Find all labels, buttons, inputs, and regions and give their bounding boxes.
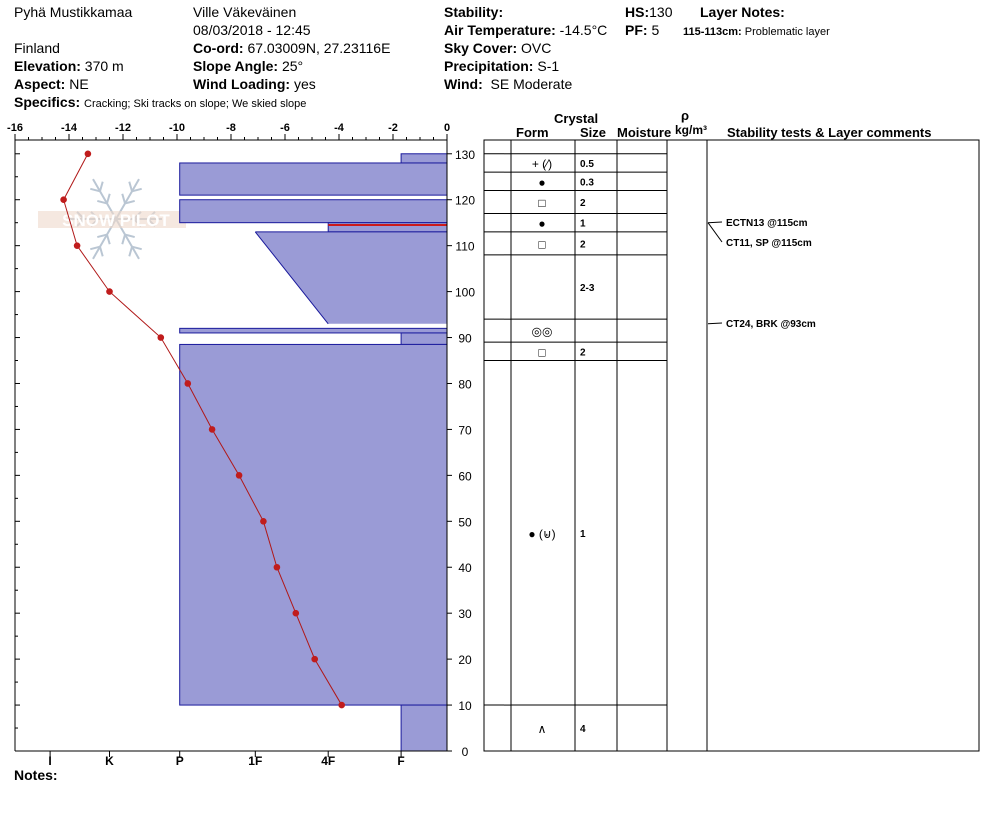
layer-size-1: 0.3 xyxy=(580,177,594,189)
height-tick-label: 10 xyxy=(458,699,472,714)
coord-label: Co-ord: xyxy=(193,40,244,56)
watermark-logo: SNOW PILOT xyxy=(62,211,170,230)
stability-tests-header: Stability tests & Layer comments xyxy=(727,125,932,140)
height-tick-label: 40 xyxy=(458,561,472,576)
wind-loading-label: Wind Loading: xyxy=(193,76,291,92)
height-tick-label: 100 xyxy=(454,285,476,300)
height-tick-label: 80 xyxy=(458,377,472,392)
hardness-layer-7 xyxy=(180,344,447,705)
wind-label: Wind: xyxy=(444,76,483,92)
test-pointer-1 xyxy=(708,223,722,242)
temp-tick-label: 0 xyxy=(443,122,451,134)
slope-label: Slope Angle: xyxy=(193,58,279,74)
layer-size-9: 4 xyxy=(580,724,586,736)
layer-form-3: ● xyxy=(538,216,546,231)
layer-form-8: ● (⊌) xyxy=(528,526,556,541)
height-tick-label: 110 xyxy=(455,239,475,254)
datetime: 08/03/2018 - 12:45 xyxy=(193,22,311,38)
temperature-point-9 xyxy=(274,564,281,571)
temperature-point-0 xyxy=(85,150,92,157)
precip-value: S-1 xyxy=(537,58,560,74)
rho-header: ρ xyxy=(681,108,690,123)
layer-form-9: ∧ xyxy=(537,722,547,737)
moisture-header: Moisture xyxy=(617,125,672,140)
temperature-point-7 xyxy=(236,472,243,479)
layer-form-4: □ xyxy=(538,237,546,252)
test-pointer-0 xyxy=(708,222,722,223)
precip-label: Precipitation: xyxy=(444,58,534,74)
sky-label: Sky Cover: xyxy=(444,40,518,56)
hs-value: 130 xyxy=(649,4,673,20)
stability-test-1: CT11, SP @115cm xyxy=(726,238,812,249)
temperature-point-10 xyxy=(293,610,300,617)
layer-form-2: □ xyxy=(538,196,546,211)
hardness-layer-8 xyxy=(401,705,447,751)
layer-form-7: □ xyxy=(538,345,546,360)
temperature-point-1 xyxy=(60,196,67,203)
observer: Ville Väkeväinen xyxy=(193,4,297,20)
temperature-point-8 xyxy=(260,518,267,525)
notes-label: Notes: xyxy=(14,767,58,783)
hardness-tick-label: I xyxy=(48,754,52,768)
layer-size-3: 1 xyxy=(580,218,586,230)
stability-test-2: CT24, BRK @93cm xyxy=(726,319,816,330)
height-tick-label: 120 xyxy=(454,193,476,208)
hs-label: HS: xyxy=(625,4,650,20)
hardness-layer-4 xyxy=(255,232,447,324)
elevation-label: Elevation: xyxy=(14,58,81,74)
hardness-layer-1 xyxy=(180,163,447,195)
aspect-label: Aspect: xyxy=(14,76,66,92)
temp-tick-label: -12 xyxy=(115,122,131,134)
height-tick-label: 30 xyxy=(458,607,472,622)
hardness-layer-2 xyxy=(180,200,447,223)
air-temp-value: -14.5°C xyxy=(559,22,608,38)
temperature-point-11 xyxy=(311,656,318,663)
elevation-value: 370 m xyxy=(84,58,124,74)
temp-tick-label: -4 xyxy=(334,122,344,134)
layer-note-range: 115-113cm: xyxy=(683,26,742,38)
specifics-label: Specifics: xyxy=(14,94,81,110)
layer-size-7: 2 xyxy=(580,347,586,359)
temp-tick-label: -16 xyxy=(7,122,23,134)
height-tick-label: 60 xyxy=(458,469,472,484)
location: Pyhä Mustikkamaa xyxy=(14,4,133,20)
hardness-tick-label: K xyxy=(105,754,114,768)
coord-value: 67.03009N, 27.23116E xyxy=(247,40,391,56)
pf-label: PF: xyxy=(625,22,648,38)
wind-loading-value: yes xyxy=(293,76,316,92)
temp-tick-label: -6 xyxy=(280,122,290,134)
temperature-point-3 xyxy=(106,288,113,295)
country: Finland xyxy=(14,40,60,56)
temperature-point-5 xyxy=(185,380,192,387)
height-tick-label: 0 xyxy=(461,745,469,759)
stability-test-0: ECTN13 @115cm xyxy=(726,218,808,229)
aspect-value: NE xyxy=(69,76,89,92)
hardness-layer-6 xyxy=(401,333,447,344)
height-tick-label: 90 xyxy=(458,331,472,346)
layer-notes-title: Layer Notes: xyxy=(700,4,785,20)
layer-size-4: 2 xyxy=(580,239,586,251)
height-tick-label: 50 xyxy=(458,515,472,530)
density-unit-header: kg/m³ xyxy=(675,123,708,137)
slope-value: 25° xyxy=(281,58,304,74)
stability-label: Stability: xyxy=(444,4,504,20)
hardness-tick-label: F xyxy=(397,754,405,768)
specifics-value: Cracking; Ski tracks on slope; We skied slope xyxy=(84,98,307,110)
temperature-point-12 xyxy=(338,702,345,709)
hardness-layer-0 xyxy=(401,154,447,163)
layer-note-text: Problematic layer xyxy=(744,26,830,38)
layer-size-5: 2-3 xyxy=(580,283,595,295)
temp-tick-label: -8 xyxy=(226,122,236,134)
height-tick-label: 130 xyxy=(454,147,476,162)
size-header: Size xyxy=(580,125,607,140)
sky-value: OVC xyxy=(521,40,552,56)
layer-form-0: + (⁄) xyxy=(531,156,553,171)
layer-size-2: 2 xyxy=(580,198,586,210)
wind-value: SE Moderate xyxy=(490,76,573,92)
form-header: Form xyxy=(516,125,549,140)
pf-value: 5 xyxy=(651,22,660,38)
hardness-layer-5 xyxy=(180,328,447,333)
temperature-point-4 xyxy=(158,334,165,341)
test-pointer-2 xyxy=(708,323,722,324)
layer-form-1: ● xyxy=(538,175,546,190)
layer-size-8: 1 xyxy=(580,528,586,540)
hardness-tick-label: P xyxy=(175,754,184,768)
layer-size-0: 0.5 xyxy=(580,158,594,170)
temperature-point-2 xyxy=(74,242,81,249)
temp-tick-label: -2 xyxy=(388,122,398,134)
air-temp-label: Air Temperature: xyxy=(444,22,556,38)
height-tick-label: 70 xyxy=(458,423,472,438)
height-tick-label: 20 xyxy=(458,653,472,668)
temperature-point-6 xyxy=(209,426,216,433)
temp-tick-label: -10 xyxy=(169,122,185,134)
layer-form-6: ◎◎ xyxy=(531,324,553,339)
temp-tick-label: -14 xyxy=(61,122,77,134)
crystal-header: Crystal xyxy=(554,111,599,126)
hardness-tick-label: 4F xyxy=(321,754,336,768)
hardness-tick-label: 1F xyxy=(248,754,263,768)
